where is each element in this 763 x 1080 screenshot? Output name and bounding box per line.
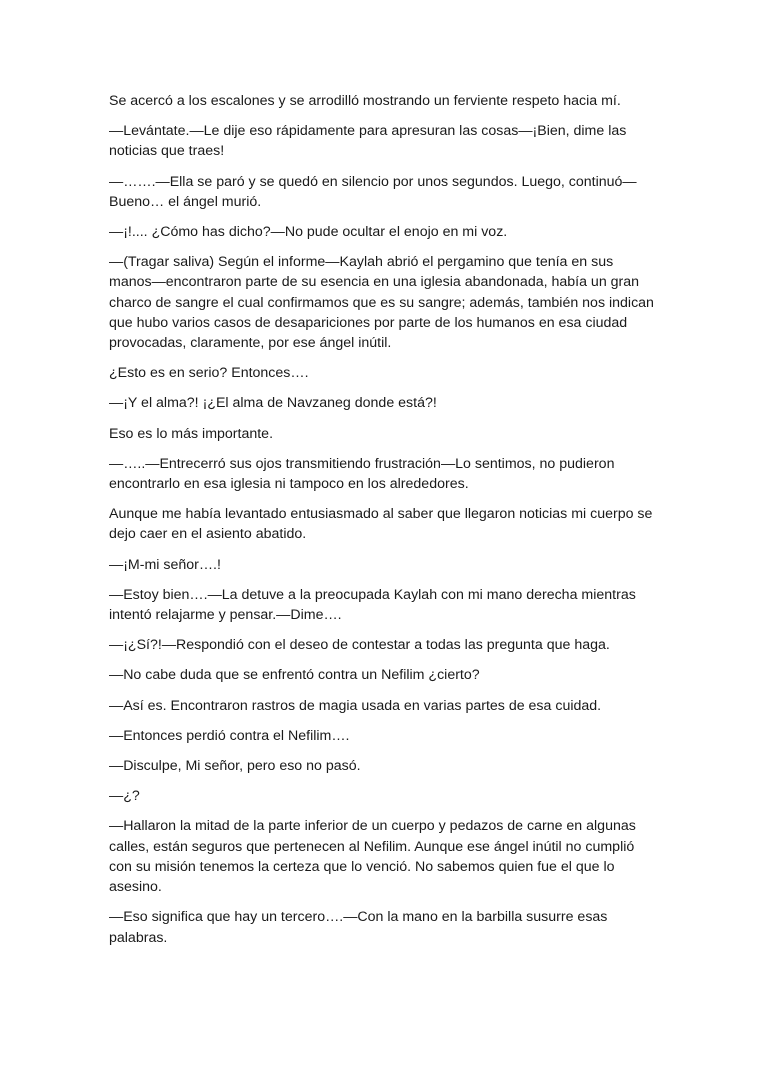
document-body (109, 91, 659, 958)
paragraph: ¿Esto es en serio? Entonces…. (109, 365, 309, 382)
paragraph: —Eso significa que hay un tercero….—Con la mano en la barbilla susurre esas palabras. (109, 909, 608, 946)
paragraph: —Hallaron la mitad de la parte inferior de un cuerpo y pedazos de carne en algunas calles, están seguros que pertenecen al Nefilim. Aunque ese ángel inútil no cumplió con su misión tenemos la certeza que lo venció. No sabemos quien fue el que lo asesino. (109, 818, 636, 896)
paragraph: —Levántate.—Le dije eso rápidamente para apresuran las cosas—¡Bien, dime las noticias que traes! (109, 123, 627, 160)
paragraph: —¡!.... ¿Cómo has dicho?—No pude ocultar el enojo en mi voz. (109, 224, 508, 241)
paragraph: —¡¿Sí?!—Respondió con el deseo de contestar a todas las pregunta que haga. (109, 637, 610, 654)
paragraph: —Estoy bien….—La detuve a la preocupada Kaylah con mi mano derecha mientras intentó relajarme y pensar.—Dime…. (109, 586, 636, 624)
paragraph: —¿? (109, 788, 140, 805)
paragraph: Eso es lo más importante. (109, 425, 274, 442)
paragraph: —Así es. Encontraron rastros de magia usada en varias partes de esa cuidad. (109, 697, 602, 714)
paragraph: —¡M-mi señor….! (109, 556, 221, 573)
paragraph: —No cabe duda que se enfrentó contra un Nefilim ¿cierto? (109, 667, 480, 684)
paragraph: —…….—Ella se paró y se quedó en silencio por unos segundos. Luego, continuó—Bueno… el ángel murió. (109, 173, 637, 210)
paragraph: —(Tragar saliva) Según el informe—Kaylah abrió el pergamino que tenía en sus manos—encontraron parte de su esencia en una iglesia abandonada, había un gran charco de sangre el cual confirmamos que es su sangre; además, también nos indican que hubo varios casos de desapariciones por parte de los humanos en esa ciudad provocadas, claramente, por ese ángel inútil. (109, 254, 654, 352)
paragraph: —¡Y el alma?! ¡¿El alma de Navzaneg donde está?! (109, 395, 437, 412)
paragraph: Se acercó a los escalones y se arrodilló mostrando un ferviente respeto hacia mí. (109, 93, 621, 109)
paragraph: —Disculpe, Mi señor, pero eso no pasó. (109, 758, 361, 775)
paragraph: —Entonces perdió contra el Nefilim…. (109, 727, 350, 744)
paragraph: Aunque me había levantado entusiasmado al saber que llegaron noticias mi cuerpo se dejo caer en el asiento abatido. (109, 506, 653, 543)
paragraph: —…..—Entrecerró sus ojos transmitiendo frustración—Lo sentimos, no pudieron encontrarlo en esa iglesia ni tampoco en los alrededores. (109, 455, 615, 493)
